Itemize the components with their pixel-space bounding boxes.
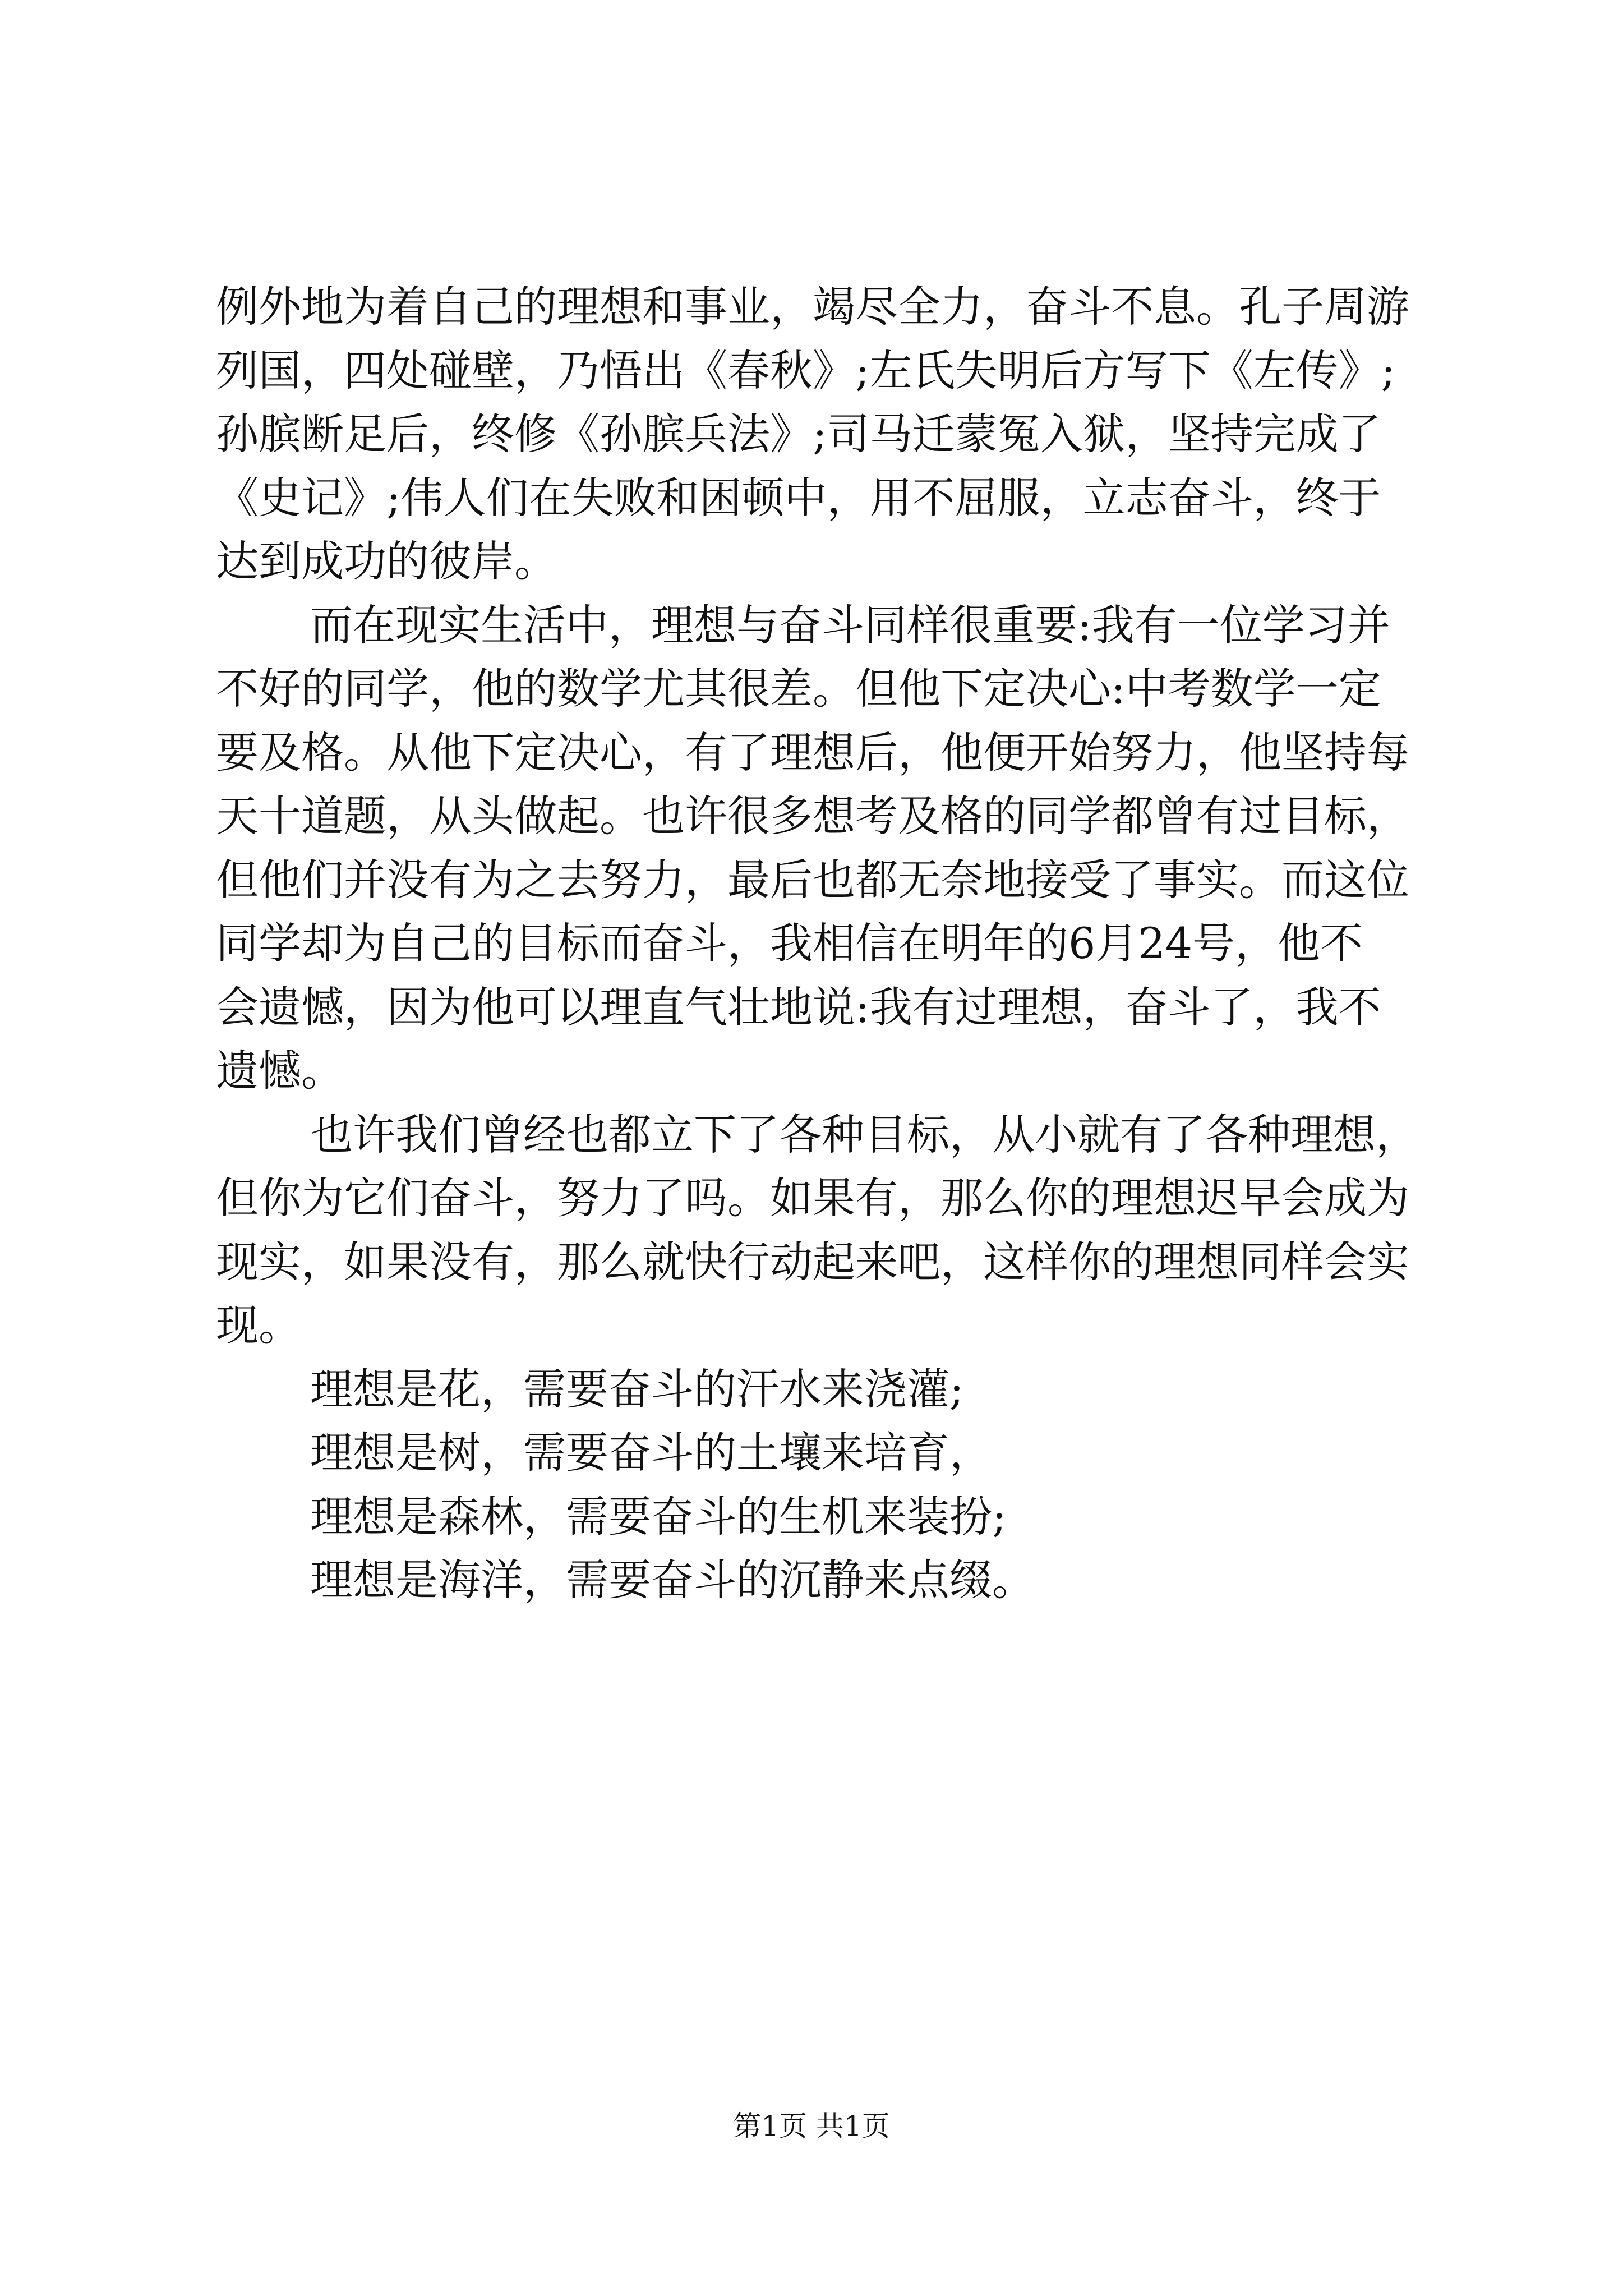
text-line: 《史记》;伟人们在失败和困顿中，用不屈服，立志奋斗，终于 <box>216 472 1381 523</box>
text-line: 达到成功的彼岸。 <box>216 536 557 586</box>
text-line: 现实，如果没有，那么就快行动起来吧，这样你的理想同样会实 <box>216 1236 1409 1287</box>
text-line: 孙膑断足后，终修《孙膑兵法》;司马迁蒙冤入狱，坚持完成了 <box>216 409 1381 459</box>
text-line: 但你为它们奋斗，努力了吗。如果有，那么你的理想迟早会成为 <box>216 1173 1409 1223</box>
text-line: 同学却为自己的目标而奋斗，我相信在明年的6月24号，他不 <box>216 918 1363 968</box>
poem-line: 理想是树，需要奋斗的土壤来培育， <box>310 1428 992 1478</box>
text-line: 而在现实生活中，理想与奋斗同样很重要:我有一位学习并 <box>310 600 1390 650</box>
text-line: 要及格。从他下定决心，有了理想后，他便开始努力，他坚持每 <box>216 727 1409 777</box>
text-line: 也许我们曾经也都立下了各种目标，从小就有了各种理想， <box>310 1109 1418 1159</box>
text-line: 天十道题，从头做起。也许很多想考及格的同学都曾有过目标， <box>216 791 1409 841</box>
text-line: 例外地为着自己的理想和事业，竭尽全力，奋斗不息。孔子周游 <box>216 282 1409 332</box>
text-line: 会遗憾，因为他可以理直气壮地说:我有过理想，奋斗了，我不 <box>216 982 1381 1032</box>
page-number-footer: 第1页 共1页 <box>733 2110 890 2142</box>
poem-line: 理想是花，需要奋斗的汗水来浇灌; <box>310 1364 964 1414</box>
document-body <box>216 275 1422 1612</box>
text-line: 现。 <box>216 1300 301 1350</box>
text-line: 不好的同学，他的数学尤其很差。但他下定决心:中考数学一定 <box>216 664 1381 714</box>
poem-line: 理想是海洋，需要奋斗的沉静来点缀。 <box>310 1555 1035 1605</box>
text-line: 遗憾。 <box>216 1046 344 1096</box>
text-line: 列国，四处碰壁，乃悟出《春秋》;左氏失明后方写下《左传》; <box>216 345 1396 395</box>
text-line: 但他们并没有为之去努力，最后也都无奈地接受了事实。而这位 <box>216 854 1409 905</box>
poem-line: 理想是森林，需要奋斗的生机来装扮; <box>310 1491 1007 1542</box>
